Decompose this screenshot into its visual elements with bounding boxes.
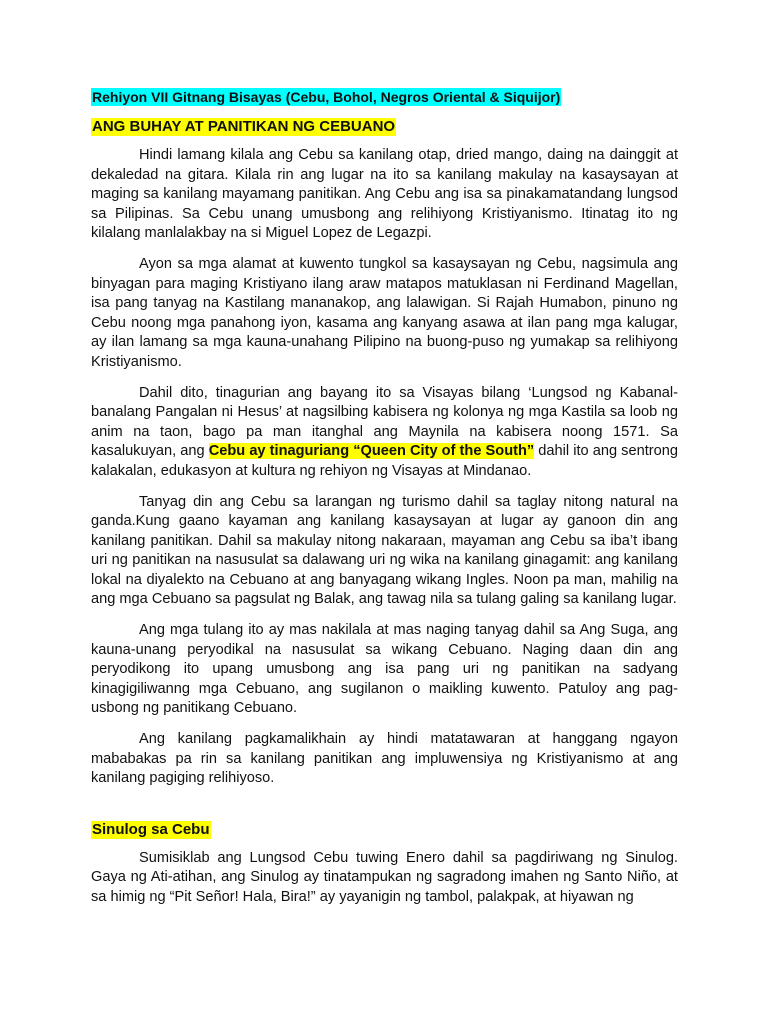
sinulog-heading: Sinulog sa Cebu — [92, 820, 210, 838]
sinulog-heading-wrap — [91, 821, 678, 839]
paragraph-3-text-before: Dahil dito, tinagurian ang bayang ito sa Visayas bilang ‘Lungsod ng Kabanal-banalang Pangalan ni Hesus’ at nagsilbing kabisera ng kolonya ng mga Kastila sa loob ng anim na taon, bago pa man itanghal ang Maynila na kabisera noong 1571. Sa kasalukuyan, ang — [91, 384, 678, 460]
paragraph-1: Hindi lamang kilala ang Cebu sa kanilang otap, dried mango, daing na dainggit at dekaledad na gitara. Kilala rin ang lugar na ito sa kanilang makulay na kasaysayan at maging sa kanilang mayamang panitikan. Ang Cebu ang isa sa pinakamatandang lungsod sa Pilipinas. Sa Cebu unang umusbong ang relihiyong Kristiyanismo. Itinatag ito ng kilalang manlalakbay na si Miguel Lopez de Legazpi. — [91, 147, 678, 242]
paragraph-6: Ang kanilang pagkamalikhain ay hindi matatawaran at hanggang ngayon mababakas pa rin sa kanilang panitikan ang impluwensiya ng Kristiyanismo at ang kanilang pagiging relihiyoso. — [91, 731, 678, 787]
section-cebuano-literature — [91, 118, 678, 789]
paragraph-5: Ang mga tulang ito ay mas nakilala at mas naging tanyag dahil sa Ang Suga, ang kauna-unang peryodikal na nasusulat sa wikang Cebuano. Naging daan din ang peryodikong ito upang umusbong ang isa pang uri ng panitikan na sadyang kinagigiliwanng mga Cebuano, ang sugilanon o maikling kuwento. Patuloy ang pag-usbong ng panitikang Cebuano. — [91, 622, 678, 717]
sinulog-paragraph: Sumisiklab ang Lungsod Cebu tuwing Enero dahil sa pagdiriwang ng Sinulog. Gaya ng Ati-atihan, ang Sinulog ay tinatampukan ng sagradong imahen ng Santo Niño, at sa himig ng “Pit Señor! Hala, Bira!” ay yayanigin ng tambol, palakpak, at hiyawan ng — [91, 849, 678, 905]
paragraph-2: Ayon sa mga alamat at kuwento tungkol sa kasaysayan ng Cebu, nagsimula ang binyagan para maging Kristiyano ilang araw matapos matuklasan ni Ferdinand Magellan, isa pang tanyag na Kastilang mananakop, ang lalawigan. Si Rajah Humabon, pinuno ng Cebu noong mga panahong iyon, kasama ang kanyang asawa at ilan pang mga kalugar, ay ilan lamang sa mga kauna-unahang Pilipino na buong-puso ng yumakap sa relihiyong Kristiyanismo. — [91, 255, 678, 370]
queen-city-highlight: Cebu ay tinaguriang “Queen City of the South” — [208, 443, 535, 460]
paragraph-4: Tanyag din ang Cebu sa larangan ng turismo dahil sa taglay nitong natural na ganda.Kung gaano kayaman ang kanilang kasaysayan at lugar ay ganoon din ang kanilang panitikan. Dahil sa makulay nitong nakaraan, mayaman ang Cebu sa iba’t ibang uri ng panitikan na nasusulat sa dalawang uri ng wika na kanilang ginagamit: ang kanilang lokal na diyalekto na Cebuano at ang banyagang wikang Ingles. Noon pa man, mahilig na ang mga Cebuano sa pagsulat ng Balak, ang tawag nila sa tulang galing sa kanilang lugar. — [91, 493, 678, 608]
section-heading-wrap — [91, 118, 678, 136]
section-heading: ANG BUHAY AT PANITIKAN NG CEBUANO — [92, 118, 396, 135]
paragraph-3-text-after: dahil ito ang sentrong kalakalan, edukasyon at kultura ng rehiyon ng Visayas at Mindanao. — [91, 443, 678, 479]
region-title-text: Rehiyon VII Gitnang Bisayas (Cebu, Bohol, Negros Oriental & Siquijor) — [92, 89, 561, 105]
document-page — [91, 88, 678, 919]
paragraph-3 — [91, 384, 678, 482]
section-sinulog — [91, 821, 678, 908]
region-title — [91, 88, 678, 118]
